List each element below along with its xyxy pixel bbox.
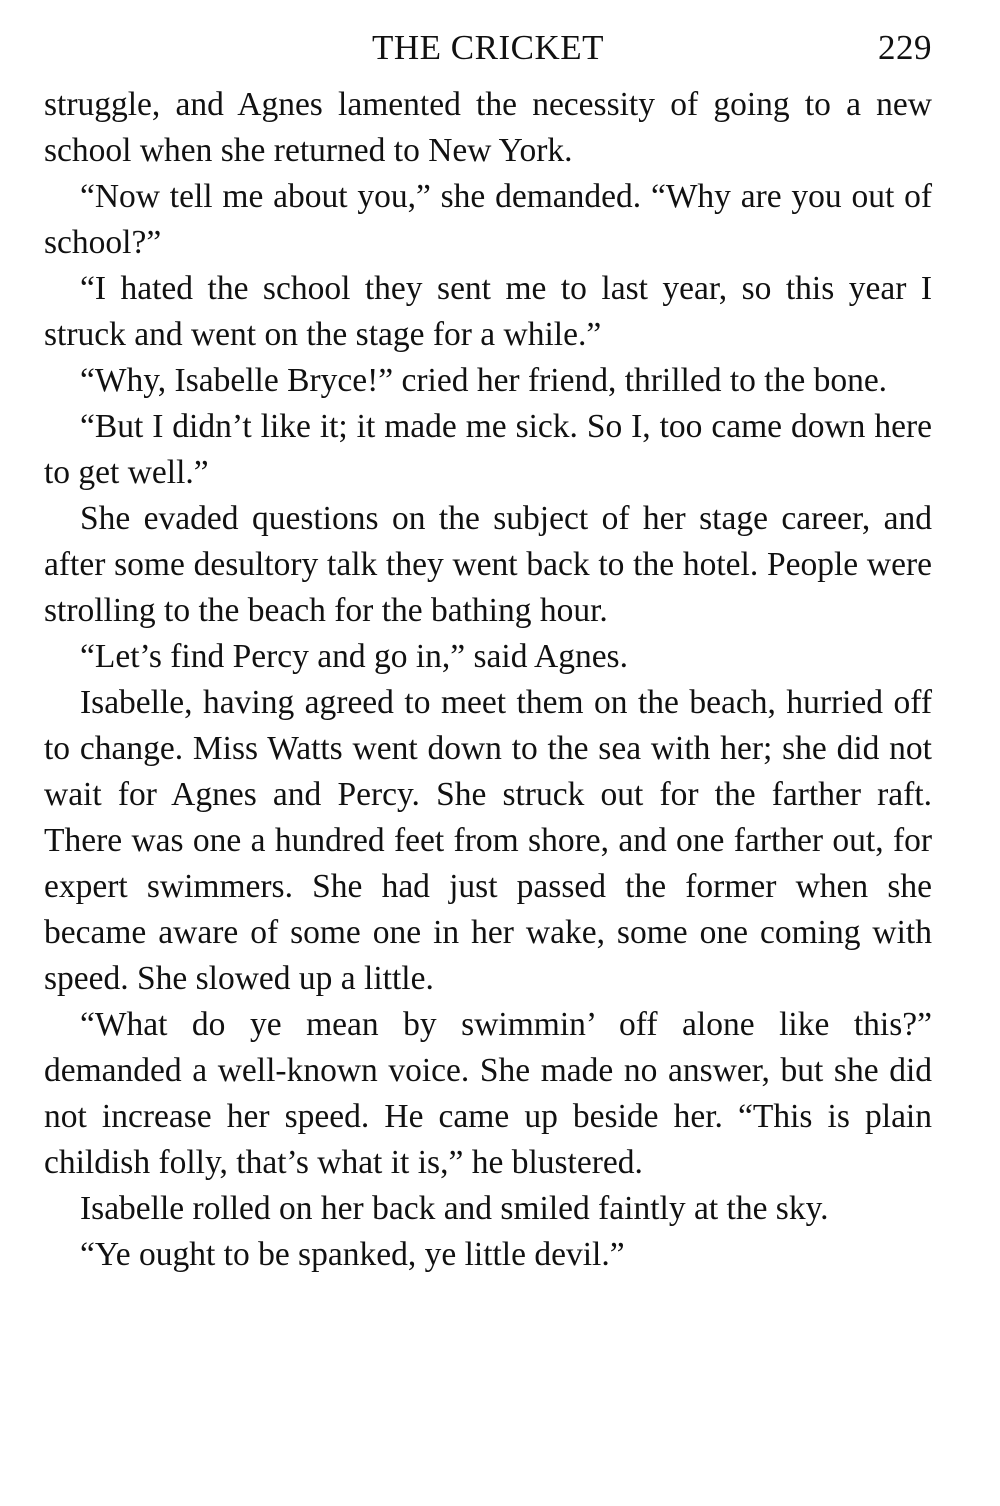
paragraph: Isabelle rolled on her back and smiled faintly at the sky. [80, 1190, 829, 1227]
page-number: 229 [878, 28, 932, 67]
paragraph: “I hated the school they sent me to last year, so this year I struck and went on the stage for a while.” [44, 270, 932, 353]
body-text [44, 82, 932, 1278]
running-title: THE CRICKET [371, 28, 604, 67]
paragraph: “Let’s find Percy and go in,” said Agnes. [80, 638, 628, 675]
running-head [44, 26, 932, 82]
book-page [44, 26, 932, 1278]
paragraph: “But I didn’t like it; it made me sick. So I, too came down here to get well.” [44, 408, 932, 491]
paragraph: She evaded questions on the subject of her stage career, and after some desultory talk they went back to the hotel. People were strolling to the beach for the bathing hour. [44, 500, 932, 629]
paragraph: “Now tell me about you,” she demanded. “Why are you out of school?” [44, 178, 932, 261]
paragraph: “What do ye mean by swimmin’ off alone like this?” demanded a well-known voice. She made no answer, but she did not increase her speed. He came up beside her. “This is plain childish folly, that’s what it is,” he blustered. [44, 1006, 932, 1181]
paragraph: “Why, Isabelle Bryce!” cried her friend, thrilled to the bone. [80, 362, 888, 399]
paragraph: Isabelle, having agreed to meet them on the beach, hurried off to change. Miss Watts went down to the sea with her; she did not wait for Agnes and Percy. She struck out for the farther raft. There was one a hundred feet from shore, and one farther out, for expert swimmers. She had just passed the former when she became aware of some one in her wake, some one coming with speed. She slowed up a little. [44, 684, 932, 997]
paragraph: “Ye ought to be spanked, ye little devil.” [80, 1236, 625, 1273]
paragraph: struggle, and Agnes lamented the necessity of going to a new school when she returned to New York. [44, 86, 932, 169]
